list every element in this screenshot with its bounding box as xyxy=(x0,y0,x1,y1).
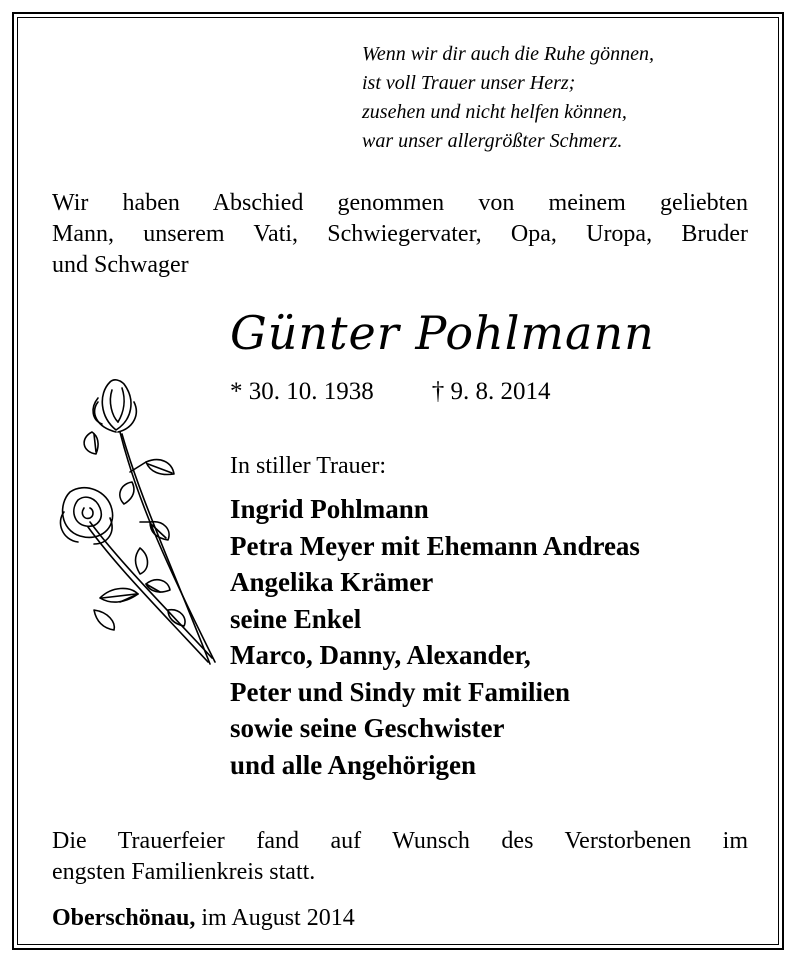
rose-icon xyxy=(50,372,225,672)
poem-line: ist voll Trauer unser Herz; xyxy=(362,72,576,94)
footer-line: Die Trauerfeier fand auf Wunsch des Verstorbenen im xyxy=(52,828,748,854)
intro-line: und Schwager xyxy=(52,252,189,278)
death-date: † 9. 8. 2014 xyxy=(431,378,551,405)
footer-line: engsten Familienkreis statt. xyxy=(52,859,316,885)
date-line: im August 2014 xyxy=(195,905,355,931)
poem-line: zusehen und nicht helfen können, xyxy=(362,101,627,123)
intro-text xyxy=(52,188,748,281)
funeral-notice xyxy=(52,826,748,888)
mourner-line: seine Enkel xyxy=(230,603,362,634)
poem-line: war unser allergrößter Schmerz. xyxy=(362,130,623,152)
place-name: Oberschönau, xyxy=(52,905,196,931)
mourning-label: In stiller Trauer: xyxy=(230,453,386,479)
birth-date: * 30. 10. 1938 xyxy=(230,378,374,405)
poem xyxy=(362,40,654,156)
intro-line: Wir haben Abschied genommen von meinem geliebten xyxy=(52,190,748,216)
mourner-line: Angelika Krämer xyxy=(230,567,434,597)
mourner-line: sowie seine Geschwister xyxy=(230,713,505,743)
place-date xyxy=(52,905,355,932)
intro-line: Mann, unserem Vati, Schwiegervater, Opa, Uropa, Bruder xyxy=(52,221,748,247)
mourner-line: Ingrid Pohlmann xyxy=(230,494,429,524)
deceased-name: Günter Pohlmann xyxy=(230,306,655,360)
life-dates xyxy=(230,378,551,406)
mourner-line: Peter und Sindy mit Familien xyxy=(230,676,571,707)
poem-line: Wenn wir dir auch die Ruhe gönnen, xyxy=(362,43,655,65)
mourner-line: und alle Angehörigen xyxy=(230,749,477,780)
mourners-list xyxy=(230,491,640,783)
mourner-line: Marco, Danny, Alexander, xyxy=(230,640,531,670)
mourner-line: Petra Meyer mit Ehemann Andreas xyxy=(230,530,640,561)
